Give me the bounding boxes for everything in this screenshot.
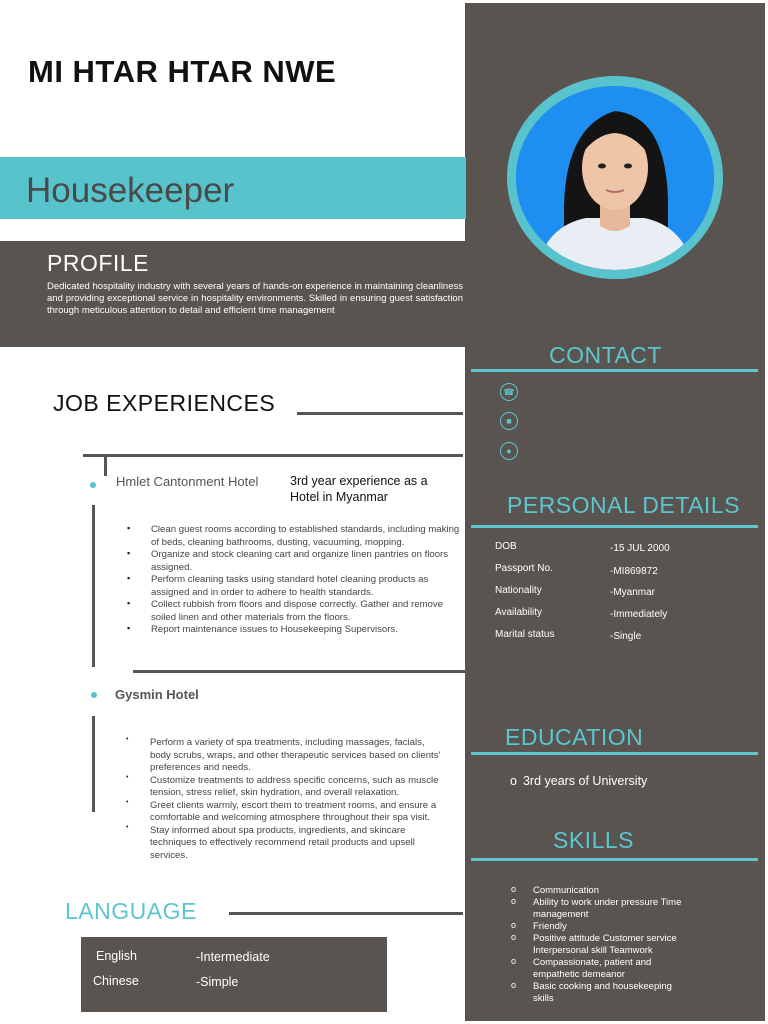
job-duties-list bbox=[127, 524, 463, 637]
pd-label-availability: Availability bbox=[495, 607, 543, 618]
contact-title: CONTACT bbox=[549, 342, 662, 368]
language-name: Chinese bbox=[93, 974, 139, 988]
skill-item: o Positive attitude Customer service Interpersonal skill Teamwork bbox=[511, 933, 691, 957]
candidate-name: MI HTAR HTAR NWE bbox=[28, 54, 337, 89]
skills-title: SKILLS bbox=[553, 827, 634, 853]
profile-text: Dedicated hospitality industry with several years of hands-on experience in maintaining cleanliness and providing exceptional service in hospitality environments. Skilled in ensuring guest satisfaction through meticulous attention to detail and efficient time management bbox=[47, 281, 463, 316]
timeline-top-rule bbox=[83, 454, 463, 457]
job-duty: • Perform a variety of spa treatments, including massages, facials, body scrubs, wraps, and other therapeutic services based on clients' preferences and needs. bbox=[126, 737, 446, 775]
skill-item: o Compassionate, patient and empathetic demeanor bbox=[511, 957, 691, 981]
contact-divider bbox=[471, 369, 758, 372]
skill-item: o Basic cooking and housekeeping skills bbox=[511, 981, 691, 1005]
job-employer: Hmlet Cantonment Hotel bbox=[116, 474, 259, 489]
language-title: LANGUAGE bbox=[65, 898, 197, 924]
pd-label-nationality: Nationality bbox=[495, 585, 542, 596]
job-separator bbox=[133, 670, 465, 673]
timeline-line bbox=[92, 505, 95, 667]
mail-icon[interactable]: ■ bbox=[500, 412, 518, 430]
job-duty: ▪ Organize and stock cleaning cart and organize linen pantries on floors assigned. bbox=[127, 549, 463, 574]
role-title: Housekeeper bbox=[26, 171, 235, 210]
pd-label-passport: Passport No. bbox=[495, 563, 553, 574]
location-icon[interactable]: ● bbox=[500, 442, 518, 460]
skill-item: o Ability to work under pressure Time management bbox=[511, 897, 691, 921]
pd-value-nationality: -Myanmar bbox=[610, 587, 656, 598]
job-duty: ▪ Report maintenance issues to Housekeeping Supervisors. bbox=[127, 624, 463, 637]
pd-value-marital: -Single bbox=[610, 631, 642, 642]
phone-icon[interactable]: ☎ bbox=[500, 383, 518, 401]
education-text: 3rd years of University bbox=[522, 774, 648, 788]
pd-value-passport: -MI869872 bbox=[610, 566, 658, 577]
pd-label-marital: Marital status bbox=[495, 629, 555, 640]
profile-photo bbox=[516, 86, 714, 270]
education-divider bbox=[471, 752, 758, 755]
job-title-rule bbox=[297, 412, 463, 415]
job-duty: ▪ Perform cleaning tasks using standard hotel cleaning products as assigned and in order to adhere to health standards. bbox=[127, 574, 463, 599]
portrait-illustration bbox=[516, 86, 714, 270]
job-duty: ▪ Clean guest rooms according to established standards, including making of beds, cleaning bathrooms, dusting, vacuuming, mopping. bbox=[127, 524, 463, 549]
timeline-line bbox=[92, 716, 95, 812]
skills-list bbox=[511, 885, 691, 1005]
job-duties-list bbox=[126, 737, 446, 862]
skill-item: o Friendly bbox=[511, 921, 691, 933]
skill-item: o Communication bbox=[511, 885, 691, 897]
language-level: -Simple bbox=[196, 975, 239, 989]
language-name: English bbox=[96, 949, 137, 963]
job-experiences-title: JOB EXPERIENCES bbox=[53, 390, 276, 416]
timeline-dot bbox=[90, 482, 96, 488]
timeline-dot bbox=[91, 692, 97, 698]
pd-label-dob: DOB bbox=[495, 541, 517, 552]
timeline-tick bbox=[104, 456, 107, 476]
personal-details-divider bbox=[471, 525, 758, 528]
job-note: 3rd year experience as a Hotel in Myanmar bbox=[290, 474, 428, 504]
skills-divider bbox=[471, 858, 758, 861]
education-item bbox=[510, 774, 647, 788]
pd-value-availability: -Immediately bbox=[610, 609, 668, 620]
job-duty: • Stay informed about spa products, ingredients, and skincare techniques to effectively recommend retail products and upsell services. bbox=[126, 825, 446, 863]
job-duty: • Greet clients warmly, escort them to treatment rooms, and ensure a comfortable and welcoming atmosphere throughout their spa visit. bbox=[126, 800, 446, 825]
language-level: -Intermediate bbox=[196, 950, 270, 964]
job-duty: • Customize treatments to address specific concerns, such as muscle tension, stress relief, skin hydration, and overall relaxation. bbox=[126, 775, 446, 800]
personal-details-title: PERSONAL DETAILS bbox=[507, 492, 740, 518]
profile-title: PROFILE bbox=[47, 250, 149, 276]
job-duty: ▪ Collect rubbish from floors and dispose correctly. Gather and remove soiled linen and other materials from the floors. bbox=[127, 599, 463, 624]
education-title: EDUCATION bbox=[505, 724, 644, 750]
job-employer: Gysmin Hotel bbox=[115, 687, 199, 702]
language-title-rule bbox=[229, 912, 463, 915]
pd-value-dob: -15 JUL 2000 bbox=[610, 543, 670, 554]
education-bullet: o bbox=[510, 774, 517, 788]
